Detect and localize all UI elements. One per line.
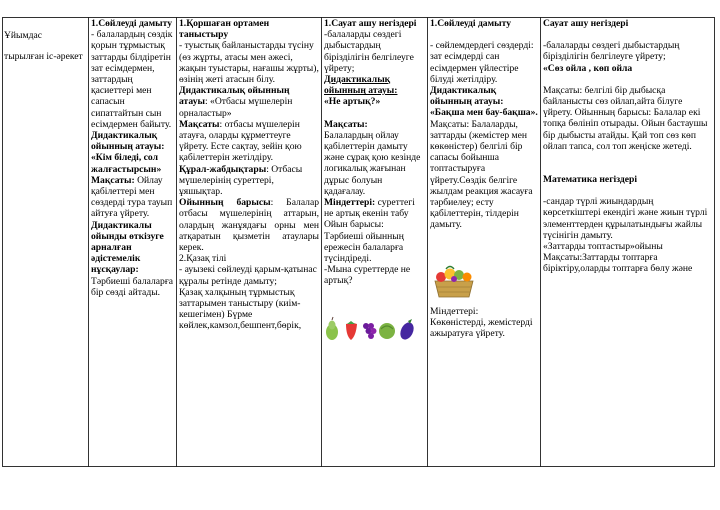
col2-purpose-label: Мақсаты (179, 118, 220, 130)
col3-game-label: Дидактикалық ойынның атауы: (324, 74, 398, 97)
row-label-line1: Ұйымдас (4, 29, 42, 41)
col2-heading: 1.Қоршаған ортамен таныстыру (179, 18, 270, 41)
col2-process-text: : Балалар отбасы мүшелерінің аттарын, олардың жанұядағы орны мен атқаратын қызметін атаулары керек. (179, 197, 320, 254)
col3-purpose: Балалардың ойлау қабілеттерін дамыту және сұрақ қою кезінде логикалық жағынан дұрыс болуын қадағалау. (324, 129, 421, 197)
col-environment (179, 18, 319, 332)
col3-tasks (324, 197, 425, 219)
col3-tasks-label: Міндеттері: (324, 197, 376, 209)
col5-math-heading: Математика негіздері (543, 174, 638, 186)
col4-tasks-label: Міндеттері: (430, 306, 479, 317)
col5-math-goal: -сандар түрлі жиындардың көрсеткіштері екендігі және жиын түрлі элементтерден құрылатындығы жайлы түсінігін дамыту. (543, 196, 708, 241)
col2-kazakh-heading: 2.Қазақ тілі (179, 253, 227, 265)
col3-heading: 1.Сауат ашу негіздері (324, 18, 417, 29)
col4-game-label: Дидактикалық ойынның атауы: (430, 85, 504, 108)
col3-tasks-text: суреттегі не артық екенін табу (324, 197, 415, 220)
col2-kazakh-goal: - ауызекі сөйлеуді қарым-қатынас құралы ретінде дамыту; (179, 264, 317, 287)
col1-heading: 1.Сөйлеуді дамыту (91, 18, 173, 29)
pear-icon (326, 317, 338, 340)
col2-equipment-text: : Отбасы мүшелерінің суреттері, ұяшықтар. (179, 163, 303, 198)
col3-question: -Мына суреттерде не артық? (324, 264, 411, 287)
col5-heading: Сауат ашу негіздері (543, 18, 629, 29)
col-speech-development-2 (430, 18, 538, 231)
cabbage-icon (379, 323, 395, 339)
col4-tasks-block (430, 306, 538, 340)
col3-process: Тәрбиеші ойынның ережесін балаларға түсіндіреді. (324, 230, 404, 265)
col1-instructions-label: Дидактикалы ойынды өткізуге арналған әдістемелік нұсқаулар: (91, 219, 164, 276)
col3-goal: -балаларды сөздегі дыбыстардың біріздiлігін белгілеуге үйрету; (324, 29, 414, 74)
col2-game (179, 85, 319, 119)
col-speech-development (91, 18, 174, 298)
col-literacy-math (543, 18, 711, 275)
col2-kazakh-text: Қазақ халқының тұрмыстық заттарымен таныстыру (киім-кешегімен) Бүрме көйлек,камзол,бешпент,бөрік, (179, 286, 302, 332)
col2-game-text: : «Отбасы мүшелерін орналастыр» (179, 96, 293, 119)
grapes-icon (363, 323, 377, 339)
eggplant-icon (398, 319, 416, 342)
col2-purpose (179, 119, 319, 164)
col4-heading: 1.Сөйлеуді дамыту (430, 18, 512, 29)
col5-purpose: Мақсаты: белгілі бір дыбысқа байланысты сөз ойлап,айта білуге үйрету. Ойынның барысы: Балалар екі топқа бөлініп отырады. Ойын бастаушы бір дыбысты атайды. Қай топ сөз көп ойлап тапса, сол топ жеңіске жетеді. (543, 84, 708, 152)
col4-purpose: Мақсаты: Балаларды, заттарды (жемістер мен көкөністер) белгілі бір сапасы бойынша топтастыруға үйрету.Сөздік белгіге жылдам реакция жасауға тәрбиелеу; есту қабілеттерін, тілдерін дамыту. (430, 118, 533, 231)
col1-game-name: Дидактикалық ойынның атауы: «Кім біледі, сол жалғастырсын» (91, 130, 165, 175)
col3-purpose-label: Мақсаты: (324, 118, 368, 130)
col2-goal: - туыстық байланыстарды түсіну (өз жұрты, атасы мен әжесі, жақын туыстары, нағашы жұрты), өзінің жеті атасын білу. (179, 40, 319, 86)
col2-equipment (179, 164, 319, 198)
vegetable-basket (432, 263, 476, 299)
col2-game-label: Дидактикалық ойынның атауы (179, 85, 290, 108)
col1-goal: - балалардың сөздік қорын тұрмыстық заттарды білдіретін зат есімдермен, заттардың қасиеттері мен сапасын сипаттайтын сын есімдермен байыту. (91, 29, 173, 130)
col3-game-name: «Не артық?» (324, 96, 381, 108)
fruit-pictures (324, 316, 416, 342)
col4-goal: - сөйлемдердегі сөздерді: зат есімдерді сан есімдермен үйлестіре білуді жетілдіру. (430, 40, 534, 85)
col2-equipment-label: Құрал-жабдықтары (179, 163, 267, 175)
col2-process-label: Ойынның барысы (179, 197, 271, 209)
col5-math-game: «Заттарды топтастыр»ойыны Мақсаты:Заттарды топтарға біріктіру,оларды топтарға бөлу және (543, 241, 693, 275)
col2-process (179, 197, 319, 253)
col1-purpose-text: Ойлау қабілеттері мен сөздерді тура тауып айтуға үйрету. (91, 174, 173, 220)
row-label (4, 20, 86, 72)
col5-game-name: «Сөз ойла , көп ойла (543, 62, 633, 74)
strawberry-icon (346, 321, 357, 340)
col1-purpose (91, 175, 174, 220)
col1-purpose-label: Мақсаты: (91, 174, 135, 186)
col1-instructions: Тәрбиеші балаларға бір сөзді айтады. (91, 275, 174, 298)
col4-game-name: «Бақша мен бау-бақша». (430, 107, 538, 119)
col5-goal: -балаларды сөздегі дыбыстардың біріздiлігін белгілеуге үйрету; (543, 40, 680, 63)
col2-purpose-text: : отбасы мүшелерін атауға, оларды құрметтеуге үйрету. Есте сақтау, зейін қою қабілеттерін жетілдіру. (179, 118, 302, 164)
row-label-line2: тырылған іс-әрекет (4, 50, 83, 62)
col-literacy (324, 18, 425, 287)
col4-tasks: Көкөністерді, жемістерді ажыратуға үйрету. (430, 317, 533, 340)
vegetable-basket-icon (435, 267, 473, 298)
col3-process-label: Ойын барысы: (324, 219, 384, 231)
